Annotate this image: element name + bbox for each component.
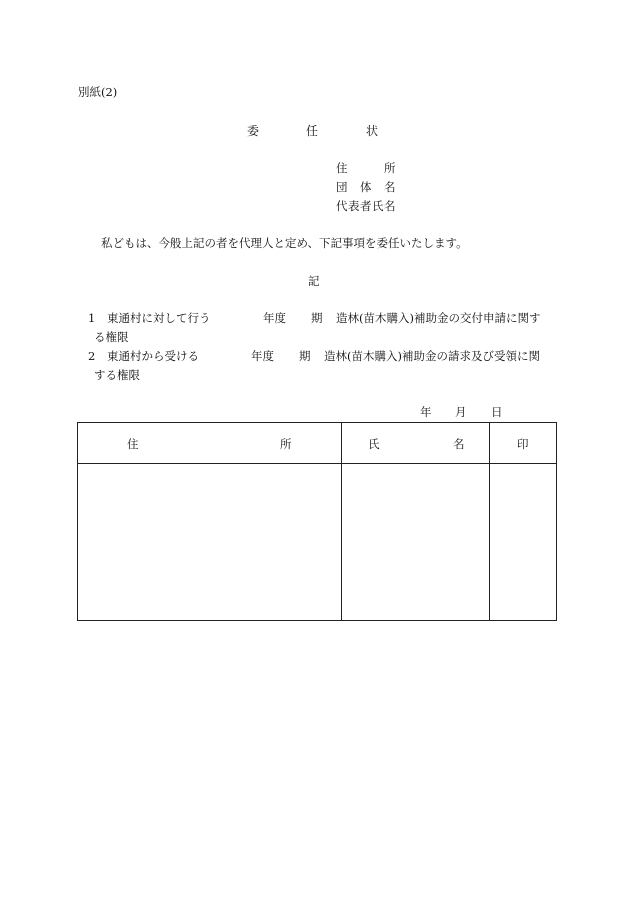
table-header-name-char-1: 氏 [368, 437, 380, 451]
title-char-3: 状 [366, 124, 379, 138]
attachment-label: 別紙(2) [78, 85, 118, 99]
table-cell-name[interactable] [342, 464, 488, 620]
table-header-seal: 印 [517, 437, 529, 451]
item1-period: 期 [311, 311, 323, 325]
field-address-char-2: 所 [384, 161, 396, 175]
item2-text-a: 東通村から受ける [107, 349, 199, 363]
table-header-address-char-1: 住 [127, 437, 139, 451]
item2-period: 期 [299, 349, 311, 363]
date-month: 月 [455, 405, 467, 419]
field-representative: 代表者氏名 [336, 199, 396, 213]
item2-year: 年度 [251, 349, 274, 363]
item1-continuation: る権限 [94, 330, 129, 344]
field-address-char-1: 住 [336, 161, 348, 175]
item1-year: 年度 [263, 311, 286, 325]
table-cell-address[interactable] [78, 464, 340, 620]
table-header-name-char-2: 名 [453, 437, 465, 451]
field-group-char-2: 体 [360, 180, 372, 194]
item2-continuation: する権限 [94, 368, 140, 382]
delegation-table [77, 422, 557, 621]
item2-text-b: 造林(苗木購入)補助金の請求及び受領に関 [324, 349, 540, 363]
title-char-2: 任 [306, 124, 319, 138]
item1-text-a: 東通村に対して行う [107, 311, 211, 325]
title-char-1: 委 [247, 124, 260, 138]
date-day: 日 [491, 405, 503, 419]
intro-sentence: 私どもは、今般上記の者を代理人と定め、下記事項を委任いたします。 [101, 236, 468, 250]
table-header-address-char-2: 所 [280, 437, 292, 451]
item1-number: 1 [88, 311, 96, 325]
ki-heading: 記 [308, 274, 320, 288]
item1-text-b: 造林(苗木購入)補助金の交付申請に関す [336, 311, 541, 325]
table-cell-seal[interactable] [490, 464, 556, 620]
item2-number: 2 [88, 349, 96, 363]
date-year: 年 [420, 405, 432, 419]
field-group-char-3: 名 [384, 180, 396, 194]
field-group-char-1: 団 [336, 180, 348, 194]
